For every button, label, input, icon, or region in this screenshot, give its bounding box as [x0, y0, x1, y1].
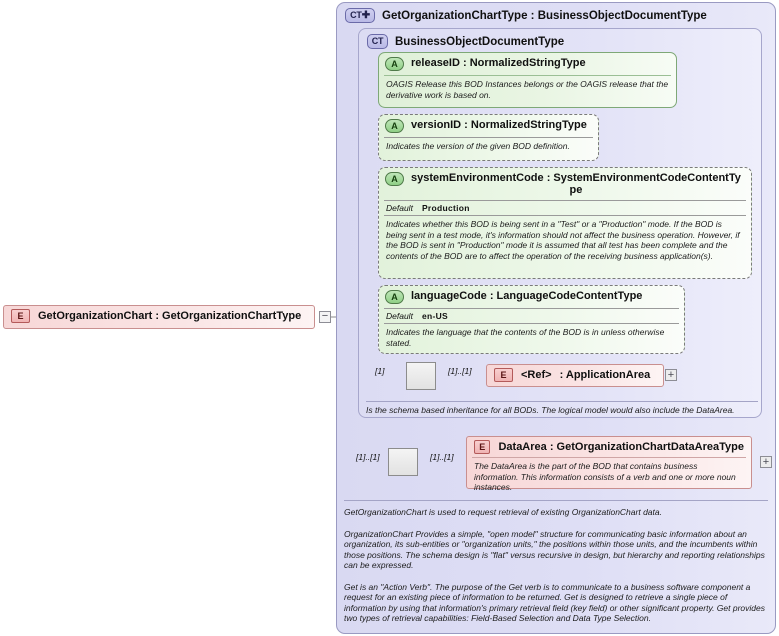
inheritance-note-text: Is the schema based inheritance for all BODs. The logical model would also include the DataArea.	[366, 405, 735, 415]
root-element-title-row	[4, 306, 314, 326]
element-box-applicationarea[interactable]	[486, 364, 664, 387]
attribute-badge-icon: A	[385, 290, 404, 304]
attribute-label-line2: pe	[569, 184, 583, 196]
element-badge-icon: E	[474, 440, 490, 454]
base-type-title: BusinessObjectDocumentType	[395, 35, 565, 48]
element-badge-icon: E	[11, 309, 30, 323]
attribute-documentation: Indicates whether this BOD is being sent in a "Test" or a "Production" mode. If the BOD is being sent in a test mode, it's information should not affect the business operation. However, if the BOD is sent in "Production" mode it is assumed that all test has been complete and the contents of the BOD are to affect the operation of the receiving business application(s).	[386, 219, 740, 261]
attribute-documentation: Indicates the language that the contents of the BOD is in unless otherwise stated.	[386, 327, 665, 348]
attribute-default-row	[379, 309, 684, 323]
element-box-dataarea[interactable]	[466, 436, 752, 492]
attribute-default-row	[379, 201, 751, 215]
complex-type-header	[345, 8, 707, 23]
cardinality-dataarea-right: [1]..[1]	[430, 452, 454, 462]
element-title-row	[467, 437, 751, 457]
cardinality-dataarea-left: [1]..[1]	[356, 452, 380, 462]
sequence-compositor-dataarea[interactable]	[388, 448, 418, 476]
element-ref-label: <Ref>	[521, 369, 552, 381]
attribute-box-systemenvironmentcode[interactable]	[378, 167, 752, 279]
base-type-badge-icon[interactable]: CT	[367, 34, 388, 49]
default-label: Default	[386, 203, 413, 213]
attribute-label: versionID : NormalizedStringType	[411, 119, 587, 131]
attribute-box-languagecode[interactable]	[378, 285, 685, 354]
documentation-paragraph-3: Get is an "Action Verb". The purpose of the Get verb is to communicate to a business software component a request for an existing piece of information to be returned. Get is designed to retrieve a single piece of information by using that information's primary retrieval field (key field) or other significant property. Get provides two types of retrieval capabilities: Field-Based Selection and Data Type Selection.	[344, 581, 765, 623]
attribute-badge-icon: A	[385, 119, 404, 133]
expand-dataarea-button[interactable]: +	[760, 456, 772, 468]
sequence-compositor-applicationarea[interactable]	[406, 362, 436, 390]
element-label: DataArea : GetOrganizationChartDataAreaType	[498, 441, 744, 453]
attribute-title-row	[379, 286, 684, 308]
expand-applicationarea-button[interactable]: +	[665, 369, 677, 381]
divider	[366, 401, 758, 402]
element-badge-icon: E	[494, 368, 513, 382]
root-element-label: GetOrganizationChart : GetOrganizationChartType	[38, 310, 302, 322]
attribute-title-row	[379, 53, 676, 75]
inheritance-note	[366, 401, 758, 416]
attribute-label: releaseID : NormalizedStringType	[411, 57, 586, 69]
attribute-label: languageCode : LanguageCodeContentType	[411, 290, 643, 302]
divider	[344, 500, 768, 501]
cardinality-applicationarea-left: [1]	[375, 366, 385, 376]
attribute-box-versionid[interactable]	[378, 114, 599, 161]
base-type-header	[367, 34, 564, 49]
complex-type-badge-icon[interactable]	[345, 8, 375, 23]
element-type-label: : ApplicationArea	[559, 369, 651, 381]
default-value: Production	[421, 203, 470, 213]
attribute-label-line1: systemEnvironmentCode : SystemEnvironmentCodeContentTy	[411, 172, 741, 184]
type-documentation	[344, 500, 768, 635]
attribute-documentation: Indicates the version of the given BOD definition.	[386, 141, 570, 151]
attribute-badge-icon: A	[385, 57, 404, 71]
ct-badge-text: CT	[350, 10, 362, 20]
expand-plus-icon: ✚	[361, 10, 370, 21]
default-value: en-US	[421, 311, 448, 321]
default-label: Default	[386, 311, 413, 321]
cardinality-applicationarea-right: [1]..[1]	[448, 366, 472, 376]
element-title-row	[487, 365, 663, 385]
attribute-badge-icon: A	[385, 172, 404, 186]
attribute-documentation: OAGIS Release this BOD Instances belongs or the OAGIS release that the derivative work is based on.	[386, 79, 669, 100]
attribute-title-row	[379, 168, 751, 200]
complex-type-title: GetOrganizationChartType : BusinessObjectDocumentType	[382, 9, 707, 22]
documentation-paragraph-2: OrganizationChart Provides a simple, "open model" structure for communicating basic information about an organization, its sub-entities or "organization units," the positions within those units, and the incumbents within those positions. The schema design is "flat" versus recursive in design, but hierarchy and reporting relationships can be expressed.	[344, 528, 765, 570]
root-element-box[interactable]	[3, 305, 315, 329]
attribute-label	[411, 172, 741, 196]
element-documentation: The DataArea is the part of the BOD that contains business information. This information consists of a verb and one or more noun instances.	[474, 461, 736, 492]
attribute-title-row	[379, 115, 598, 137]
attribute-box-releaseid[interactable]	[378, 52, 677, 108]
documentation-paragraph-1: GetOrganizationChart is used to request retrieval of existing OrganizationChart data.	[344, 507, 662, 517]
root-collapse-toggle[interactable]: −	[319, 311, 331, 323]
